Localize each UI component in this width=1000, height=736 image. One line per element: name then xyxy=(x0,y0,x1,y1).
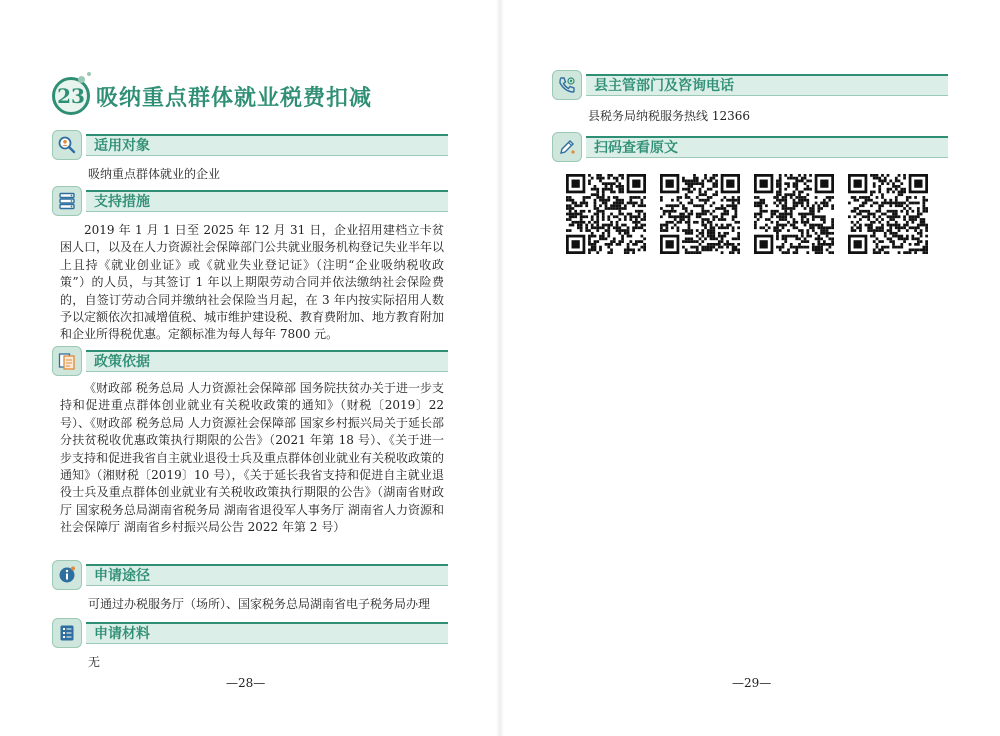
basis-body: 《财政部 税务总局 人力资源社会保障部 国务院扶贫办关于进一步支持和促进重点群体创业就业有关税收政策的通知》（财税〔2019〕22 号）、《财政部 税务总局 人力资源社会保障部 国家乡村振兴局关于延长部分扶贫税收优惠政策执行期限的公告》（2021 年第 18 号）、《关于进一步支持和促进我省自主就业退役士兵及重点群体创业就业有关税收政策的通知》（湘财税〔2019〕10 号），《关于延长我省支持和促进自主就业退役士兵及重点群体创业就业有关税收政策执行期限的公告》（湖南省财政厅 国家税务总局湖南省税务局 湖南省退役军人事务厅 湖南省人力资源和社会保障厅 湖南省乡村振兴局公告 2022 年第 2 号） xyxy=(60,381,445,535)
documents-icon xyxy=(52,346,82,376)
page-title-row xyxy=(52,74,372,118)
qr-code-3[interactable] xyxy=(754,174,834,254)
section-heading: 支持措施 xyxy=(94,194,150,210)
qr-code-1[interactable] xyxy=(566,174,646,254)
magnifier-person-icon xyxy=(52,130,82,160)
section-heading: 扫码查看原文 xyxy=(594,140,678,156)
section-heading: 政策依据 xyxy=(94,354,150,370)
section-header-measures xyxy=(52,188,448,214)
item-number: 23 xyxy=(57,84,85,108)
server-stack-icon xyxy=(52,186,82,216)
item-number-badge xyxy=(52,77,90,115)
section-heading: 申请途径 xyxy=(94,568,150,584)
qr-code-2[interactable] xyxy=(660,174,740,254)
qr-code-4[interactable] xyxy=(848,174,928,254)
checklist-icon xyxy=(52,618,82,648)
section-header-channel xyxy=(52,562,448,588)
section-heading: 申请材料 xyxy=(94,626,150,642)
section-heading: 县主管部门及咨询电话 xyxy=(594,78,734,94)
phone-icon xyxy=(552,70,582,100)
qr-code-row xyxy=(566,174,928,254)
measures-body: 2019 年 1 月 1 日至 2025 年 12 月 31 日，企业招用建档立卡贫困人口，以及在人力资源社会保障部门公共就业服务机构登记失业半年以上且持《就业创业证》或《就业失业登记证》（注明“企业吸纳税收政策”）的人员，与其签订 1 年以上期限劳动合同并依法缴纳社会保险费的，自签订劳动合同并缴纳社会保险当月起，在 3 年内按实际招用人数予以定额依次扣减增值税、城市维护建设税、教育费附加、地方教育附加和企业所得税优惠。定额标准为每人每年 7800 元。 xyxy=(60,223,445,342)
materials-body: 无 xyxy=(88,655,101,669)
info-icon xyxy=(52,560,82,590)
section-header-contact xyxy=(552,72,948,98)
contact-body: 县税务局纳税服务热线 12366 xyxy=(588,109,750,123)
page-number: —29— xyxy=(732,676,772,690)
page-title: 吸纳重点群体就业税费扣减 xyxy=(96,85,373,111)
section-header-materials xyxy=(52,620,448,646)
target-body: 吸纳重点群体就业的企业 xyxy=(88,167,221,181)
section-header-basis xyxy=(52,348,448,374)
section-header-target xyxy=(52,132,448,158)
section-header-scan xyxy=(552,134,948,160)
page-number: —28— xyxy=(226,676,266,690)
pen-icon xyxy=(552,132,582,162)
section-heading: 适用对象 xyxy=(94,138,150,154)
channel-body: 可通过办税服务厅（场所）、国家税务总局湖南省电子税务局办理 xyxy=(88,597,431,611)
